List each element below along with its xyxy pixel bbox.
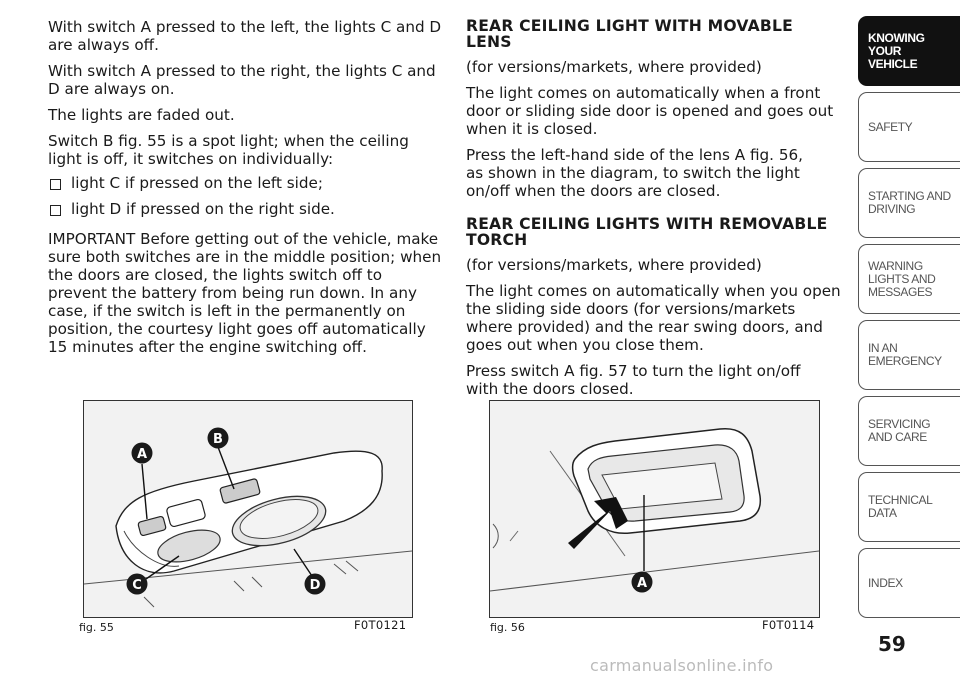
figure-55 [79, 400, 413, 634]
left-paragraph-3: The lights are faded out. [48, 106, 235, 124]
figure-56 [489, 400, 820, 634]
checkbox-bullet-icon [50, 179, 61, 190]
callout-a-label: A [136, 447, 148, 462]
right-paragraph-3: The light comes on automatically when you open the sliding side doors (for versions/markets where provided) and the rear swing doors, and goes out when you close them. [466, 282, 841, 354]
left-paragraph-2: With switch A pressed to the right, the lights C and D are always on. [48, 62, 436, 98]
chapter-tabs [858, 16, 960, 624]
callout-b-label: B [213, 432, 223, 447]
page-number: 59 [878, 632, 906, 656]
tab-index[interactable] [858, 548, 960, 618]
callout-b [208, 428, 229, 449]
tab-in-an-emergency[interactable] [858, 320, 960, 390]
left-column [48, 18, 443, 364]
tab-label: SERVICING AND CARE [868, 417, 931, 444]
section-subtitle: (for versions/markets, where provided) [466, 58, 762, 76]
bullet-text: light C if pressed on the left side; [71, 174, 324, 192]
callout-a-label: A [636, 576, 648, 591]
tab-label: TECHNICAL DATA [868, 493, 932, 520]
rear-light-lens-illustration [490, 401, 819, 617]
tab-starting-and-driving[interactable] [858, 168, 960, 238]
figure-label: fig. 56 [490, 621, 525, 634]
bullet-item [48, 200, 443, 218]
callout-c [127, 574, 148, 595]
left-paragraph-4: Switch B fig. 55 is a spot light; when the ceiling light is off, it switches on individually: [48, 132, 409, 168]
tab-label: SAFETY [868, 119, 913, 134]
tab-label: WARNING LIGHTS AND MESSAGES [868, 258, 936, 299]
figure-code: F0T0121 [354, 618, 407, 632]
watermark: carmanualsonline.info [590, 656, 774, 675]
right-paragraph-2: Press the left-hand side of the lens A fig. 56, as shown in the diagram, to switch the light on/off when the doors are closed. [466, 146, 803, 200]
tab-servicing-and-care[interactable] [858, 396, 960, 466]
tab-label: STARTING AND DRIVING [868, 189, 951, 216]
callout-d-label: D [309, 578, 321, 593]
section-heading-movable-lens: REAR CEILING LIGHT WITH MOVABLE LENS [466, 17, 793, 51]
callout-a [632, 572, 653, 593]
tab-label: KNOWING YOUR VEHICLE [868, 30, 925, 71]
section-subtitle: (for versions/markets, where provided) [466, 256, 762, 274]
figure-label: fig. 55 [79, 621, 114, 634]
ceiling-light-illustration [84, 401, 412, 617]
right-paragraph-4: Press switch A fig. 57 to turn the light on/off with the doors closed. [466, 362, 801, 398]
tab-technical-data[interactable] [858, 472, 960, 542]
important-note: IMPORTANT Before getting out of the vehicle, make sure both switches are in the middle position; when the doors are closed, the lights switch off to prevent the battery from being run down. In any case, if the switch is left in the permanently on position, the courtesy light goes off automatically 15 minutes after the engine switching off. [48, 230, 442, 356]
callout-a [132, 443, 153, 464]
callout-c-label: C [132, 578, 142, 593]
right-column [466, 18, 846, 406]
bullet-text: light D if pressed on the right side. [71, 200, 335, 218]
tab-warning-lights[interactable] [858, 244, 960, 314]
section-heading-removable-torch: REAR CEILING LIGHTS WITH REMOVABLE TORCH [466, 215, 828, 249]
tab-knowing-your-vehicle[interactable] [858, 16, 960, 86]
checkbox-bullet-icon [50, 205, 61, 216]
right-paragraph-1: The light comes on automatically when a front door or sliding side door is opened and goes out when it is closed. [466, 84, 834, 138]
callout-d [305, 574, 326, 595]
left-paragraph-1: With switch A pressed to the left, the lights C and D are always off. [48, 18, 442, 54]
tab-safety[interactable] [858, 92, 960, 162]
bullet-item [48, 174, 443, 192]
tab-label: IN AN EMERGENCY [868, 341, 942, 368]
figure-code: F0T0114 [762, 618, 815, 632]
tab-label: INDEX [868, 575, 903, 590]
